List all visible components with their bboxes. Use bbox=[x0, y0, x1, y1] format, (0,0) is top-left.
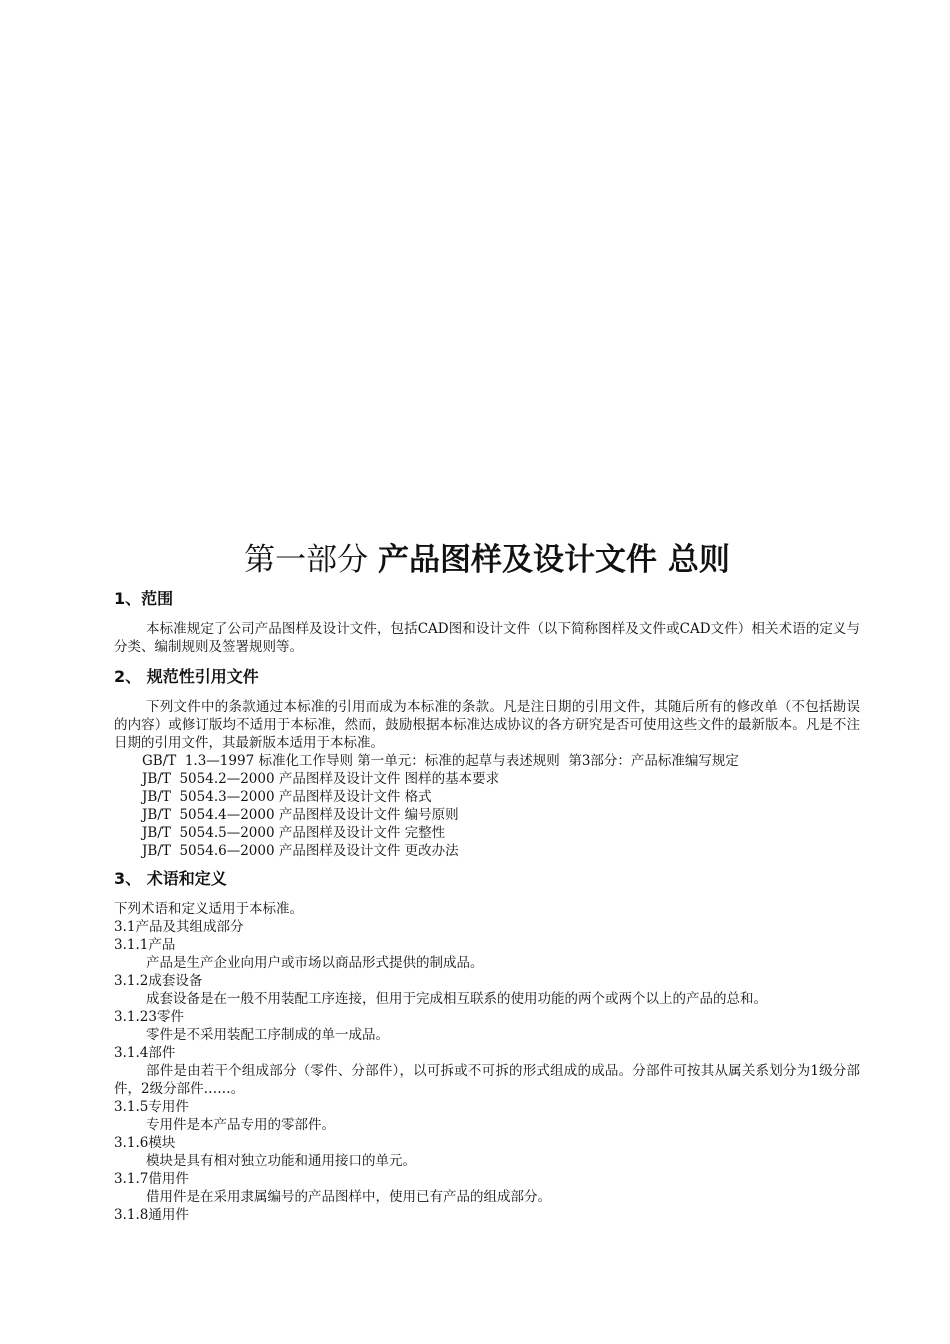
reference-item: JB/T 5054.6—2000 产品图样及设计文件 更改办法 bbox=[142, 843, 459, 859]
title-main: 产品图样及设计文件 总则 bbox=[378, 542, 730, 578]
section-2-body: 下列文件中的条款通过本标准的引用而成为本标准的条款。凡是注日期的引用文件，其随后所有的修改单（不包括勘误的内容）或修订版均不适用于本标准，然而，鼓励根据本标准达成协议的各方研究是否可使用这些文件的最新版本。凡是不注日期的引用文件，其最新版本适用于本标准。 bbox=[114, 699, 860, 751]
term-label: 3.1.1产品 bbox=[114, 937, 176, 953]
term-definition: 模块是具有相对独立功能和通用接口的单元。 bbox=[146, 1153, 416, 1169]
document-title bbox=[114, 538, 860, 582]
reference-item: JB/T 5054.3—2000 产品图样及设计文件 格式 bbox=[142, 789, 432, 805]
term-definition: 借用件是在采用隶属编号的产品图样中，使用已有产品的组成部分。 bbox=[146, 1189, 551, 1205]
reference-item: GB/T 1.3—1997 标准化工作导则 第一单元：标准的起草与表述规则 第3部分：产品标准编写规定 bbox=[142, 753, 739, 769]
section-3-heading: 3、 术语和定义 bbox=[114, 869, 227, 888]
reference-item: JB/T 5054.4—2000 产品图样及设计文件 编号原则 bbox=[142, 807, 459, 823]
term-label: 3.1.6模块 bbox=[114, 1135, 176, 1151]
term-definition: 专用件是本产品专用的零部件。 bbox=[146, 1117, 335, 1133]
document-content bbox=[114, 538, 860, 1224]
reference-list bbox=[114, 752, 860, 860]
term-label: 3.1.7借用件 bbox=[114, 1171, 189, 1187]
reference-item: JB/T 5054.2—2000 产品图样及设计文件 图样的基本要求 bbox=[142, 771, 500, 787]
section-2-heading: 2、 规范性引用文件 bbox=[114, 667, 259, 686]
section-1-heading: 1、范围 bbox=[114, 589, 174, 608]
term-label: 3.1.4部件 bbox=[114, 1045, 176, 1061]
reference-item: JB/T 5054.5—2000 产品图样及设计文件 完整性 bbox=[142, 825, 446, 841]
title-prefix: 第一部分 bbox=[244, 542, 379, 578]
section-3-1-heading: 3.1产品及其组成部分 bbox=[114, 919, 244, 935]
term-list bbox=[114, 936, 860, 1224]
term-label: 3.1.23零件 bbox=[114, 1009, 184, 1025]
section-1-body: 本标准规定了公司产品图样及设计文件，包括CAD图和设计文件（以下简称图样及文件或CAD文件）相关术语的定义与分类、编制规则及签署规则等。 bbox=[114, 621, 860, 655]
term-definition: 部件是由若干个组成部分（零件、分部件），以可拆或不可拆的形式组成的成品。分部件可按其从属关系划分为1级分部件，2级分部件……。 bbox=[114, 1063, 860, 1097]
section-3-intro: 下列术语和定义适用于本标准。 bbox=[114, 901, 303, 917]
term-label: 3.1.8通用件 bbox=[114, 1207, 189, 1223]
term-label: 3.1.5专用件 bbox=[114, 1099, 189, 1115]
term-definition: 零件是不采用装配工序制成的单一成品。 bbox=[146, 1027, 389, 1043]
term-label: 3.1.2成套设备 bbox=[114, 973, 203, 989]
term-definition: 产品是生产企业向用户或市场以商品形式提供的制成品。 bbox=[146, 955, 484, 971]
term-definition: 成套设备是在一般不用装配工序连接，但用于完成相互联系的使用功能的两个或两个以上的产品的总和。 bbox=[146, 991, 767, 1007]
